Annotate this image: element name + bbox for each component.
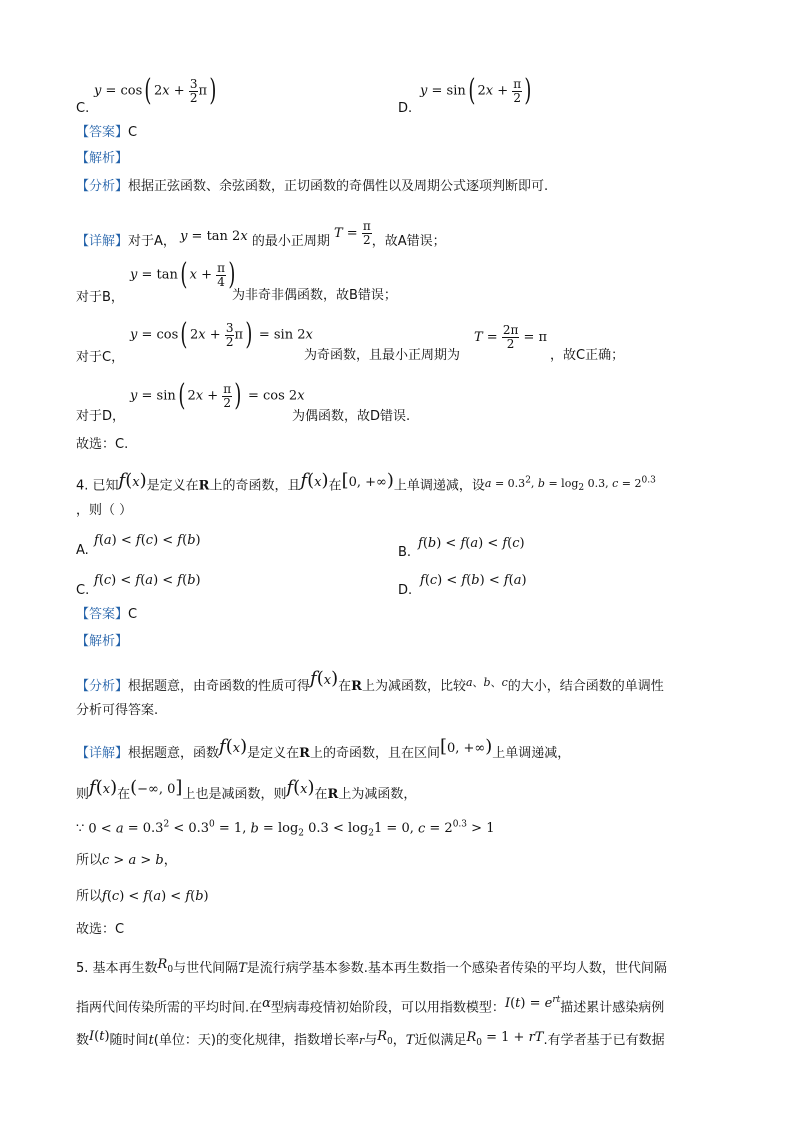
q4-detail-line4: 所以c > a > b， [76, 853, 177, 868]
q4-detail-l1-4: 上单调递减， [492, 746, 571, 761]
q5-l3-5: ， [392, 1033, 406, 1048]
detail-b-end: 为非奇非偶函数，故B错误； [232, 288, 397, 303]
q4-detail-line5: 所以f(c) < f(a) < f(b) [76, 889, 209, 904]
q3-detail-c-formula: y = cos( 2x + $\frac{3}{2}$ π) = sin 2x [130, 317, 313, 352]
q4-stem: 4. 已知f(x)是定义在R上的奇函数，且f(x)在[0, +∞)上单调递减，设$^a$ $^{= 0.3^2,}$ $^b$ $^{= log_2 0.3,}$ $^c$ $^{= 2^{0.3}}$ [76, 469, 656, 494]
q4-fenxi-2: 在 [338, 679, 352, 694]
q3-option-d-label: D. [398, 101, 413, 116]
q4-fenxi-4: 的大小，结合函数的单调性 [507, 679, 664, 694]
q4-analysis-tag [76, 633, 128, 651]
fenxi-tag: 【分析】 [76, 179, 129, 194]
q4-stem-4: 在 [328, 478, 342, 494]
q5-l2-1: 指两代间传染所需的平均时间.在 [76, 1000, 263, 1016]
q5-l3-7: .有学者基于已有数据 [543, 1033, 665, 1048]
answer-tag: 【答案】 [76, 125, 129, 140]
fenxi-tag: 【分析】 [76, 679, 129, 694]
q4-detail-line1: 【详解】根据题意，函数f(x)是定义在R上的奇函数，且在区间[0, +∞)上单调递减， [76, 736, 571, 761]
q4-fenxi-3: 上为减函数，比较 [361, 679, 466, 694]
detail-c-mid: 为奇函数，且最小正周期为 [304, 348, 461, 363]
q4-fenxi: 【分析】根据题意，由奇函数的性质可得f(x)在R上为减函数，比较$^{a、b、c}$的大小，结合函数的单调性 [76, 668, 664, 694]
q3-analysis-tag [76, 150, 128, 168]
q4-detail-l2-2: 在 [117, 787, 131, 802]
q4-option-d-label: D. [398, 583, 413, 598]
detail-b-prefix: 对于B， [76, 290, 124, 305]
q3-detail-a: 【详解】对于A， y = tan 2x 的最小正周期 T = $\frac{\pi}{2}$ ，故A错误； [76, 219, 446, 249]
answer-value: C [128, 125, 138, 140]
q4-stem-1: 4. 已知 [76, 478, 119, 494]
q3-detail-c [76, 348, 625, 367]
q3-detail-d-formula: y = sin( 2x + $\frac{\pi}{2}$ ) = cos 2x [130, 378, 305, 413]
q3-conclusion: 故选：C. [76, 437, 129, 452]
detail-a-prefix: 对于A， [128, 234, 176, 249]
q4-detail-l1-3: 上的奇函数，且在区间 [309, 746, 440, 761]
q5-l2-3: 描述累计感染病例 [560, 1000, 665, 1016]
answer-tag: 【答案】 [76, 607, 129, 622]
detail-c-prefix: 对于C， [76, 350, 125, 365]
q4-detail-l4-1: 所以 [76, 853, 103, 868]
q5-l3-3: (单位：天)的变化规律，指数增长率 [153, 1033, 359, 1048]
analysis-tag: 【解析】 [76, 634, 129, 649]
q4-stem-5: 上单调递减，设 [393, 478, 485, 494]
q5-l1-3: 是流行病学基本参数.基本再生数指一个感染者传染的平均人数，世代间隔 [246, 961, 667, 976]
q5-l1-1: 5. 基本再生数 [76, 961, 158, 976]
analysis-tag: 【解析】 [76, 151, 129, 166]
q3-detail-b [76, 288, 397, 307]
q4-detail-l2-4: 在 [314, 787, 328, 802]
q4-detail-l2-3: 上也是减函数，则 [182, 787, 287, 802]
q3-detail-c-period: T = $\frac{2\pi}{2}$ = π [474, 323, 548, 351]
q4-option-d: D. f(c) < f(b) < f(a) [398, 573, 527, 598]
q3-detail-b-formula: y = tan( x + $\frac{\pi}{4}$ ) [130, 257, 236, 292]
q5-line2: 指两代间传染所需的平均时间.在α型病毒疫情初始阶段，可以用指数模型：$I(t) = e^{rt}$描述累计感染病例 [76, 995, 665, 1016]
q4-option-c: C. f(c) < f(a) < f(b) [76, 573, 201, 598]
q4-option-b: B. f(b) < f(a) < f(c) [398, 536, 525, 560]
q4-detail-l2-1: 则 [76, 787, 90, 802]
q5-l1-2: 与世代间隔 [173, 961, 239, 976]
q4-option-b-label: B. [398, 545, 412, 560]
fenxi-text: 根据正弦函数、余弦函数，正切函数的奇偶性以及周期公式逐项判断即可. [128, 179, 549, 194]
answer-value: C [128, 607, 138, 622]
q3-detail-d [76, 408, 411, 426]
q4-fenxi-1: 根据题意，由奇函数的性质可得 [128, 679, 311, 694]
detail-a-end: ，故A错误； [371, 234, 446, 249]
q4-detail-line2: 则f(x)在(−∞, 0]上也是减函数，则f(x)在R上为减函数， [76, 777, 417, 802]
q5-line3: 数I(t)随时间t(单位：天)的变化规律，指数增长率r与$R_0$，T近似满足$R_0 = 1$ + rT.有学者基于已有数据 [76, 1029, 665, 1048]
q4-answer [76, 606, 137, 624]
q4-detail-l1-2: 是定义在 [247, 746, 300, 761]
q5-line1: 5. 基本再生数$R_0$与世代间隔T是流行病学基本参数.基本再生数指一个感染者传染的平均人数，世代间隔 [76, 957, 667, 976]
q4-option-a-label: A. [76, 543, 89, 558]
q3-fenxi [76, 178, 548, 196]
detail-a-mid: 的最小正周期 [251, 234, 330, 249]
q4-detail-l5-1: 所以 [76, 889, 103, 904]
detail-c-end: ，故C正确； [550, 348, 625, 363]
detail-tag: 【详解】 [76, 234, 129, 249]
q5-l3-4: 与 [364, 1033, 378, 1048]
q4-detail-l2-5: 上为减函数， [338, 787, 417, 802]
q5-l3-6: 近似满足 [414, 1033, 467, 1048]
q4-option-a: A. f(a) < f(c) < f(b) [76, 533, 201, 558]
q5-l3-2: 随时间 [109, 1033, 149, 1048]
q4-option-c-label: C. [76, 583, 90, 598]
detail-d-end: 为偶函数，故D错误. [292, 409, 411, 424]
q4-stem-2: 是定义在 [146, 478, 199, 494]
q4-conclusion: 故选：C [76, 922, 125, 937]
q5-l3-1: 数 [76, 1033, 90, 1048]
q3-option-c-label: C. [76, 101, 90, 116]
q4-detail-line3: ∵ $0 < a = 0.3^2 < 0.3^0 = 1$, $b = \log_2 0.3 < \log_21 = 0$, $c = 2^{0.3} > 1$ [76, 820, 495, 839]
q4-stem-end: ，则（ ） [76, 503, 133, 518]
q3-answer [76, 124, 137, 142]
detail-d-prefix: 对于D， [76, 409, 126, 424]
q4-fenxi-line2: 分析可得答案. [76, 703, 159, 718]
q4-stem-3: 上的奇函数，且 [209, 478, 301, 494]
detail-tag: 【详解】 [76, 746, 129, 761]
q4-detail-l1-1: 根据题意，函数 [128, 746, 220, 761]
q5-l2-2: 型病毒疫情初始阶段，可以用指数模型： [270, 1000, 505, 1016]
